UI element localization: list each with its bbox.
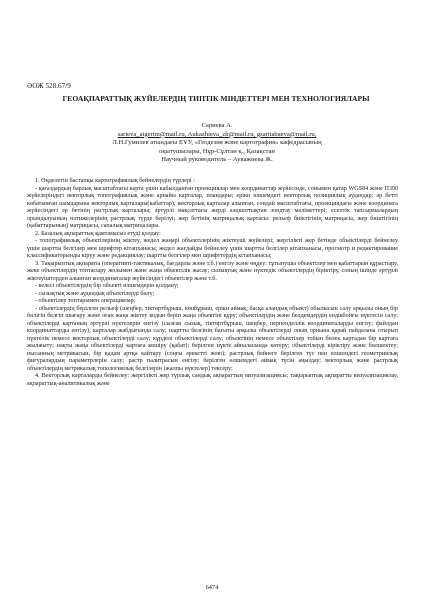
author-emails[interactable]: [44, 131, 390, 140]
paragraph: - топографиялық объектілерінің жіктеу, жедел жаңарі объектілерінің жіктеуші жүйелері; жергілікті жер бетінде объектілерді бейнелеу үшін шартты белгілер мен шрифтер кітапханасы, жедел жағдайды бейнелеу үшін шартты белгілер кітапханасы, просмотр и редактирование классификаторынды кіруу және редакциялау; шартты белгілер мен шрифттердің кітапханасы;: [27, 238, 398, 260]
degree-location: оқытушылары, Нұр-Сұлтан қ., Қазақстан: [159, 147, 275, 155]
paragraph: - объектілердің берілген рельеф (шеңбер, тіктөртбұрыш, көпбұрыш, ерікн аймақ, басқа аландық объект) обылысын салу арқылы оның бір бөлігін белгіп шығару және оған жаңа жіктеу кодын беріп жаңа объектіні құру; объектілердің және белдемдердің ендікбойғы нүктесін салу; объектілерді картаның әртүрлі нүктелерін енгізу (сызған сызық, тіктөртбұрыш, шеңбер, перпенделлік координаталарды енгізу; файлдан координаттарды енгізу), карталар жабдығында салу; шартты белгінің бағыты арқылы объектілерді оның орнына қарай пайдалана отырып нүктелік немесе векторлық объектілерді салу; кұрделі объектілерді салу; объектінің немесе объектілер тобын бөлек картадан бір картаға жылжыту; нақты жаңа объектілерді картаға көшіру (қабат); берілген нүкте айналасында көтеру; объектілерді кіріктіру және бөлшектеу; нысанның метрикасын, бір қадам артқа кайтару (соңғы әрекетті жою); растрлық бейнеге берілген түс пен өлшемдегі геометриялық фигуралардың параметрлерін салу; растр палитрасын енгізу; берілген өлшемдегі аймақ түсін аңыздау; векторлық және растрлық объектілердің метрикалық топологиялық белгілерін (жалпы нүктелер) тексеру;: [27, 305, 398, 372]
affiliation: Л.Н.Гумилев атындағы ЕҰУ, «Геодезия және картография» кафедрасының: [112, 139, 322, 147]
email-links[interactable]: sarieva_aigerim@mail.ru, Aukazhieva_zh@mail.ru, gsaritabaeva@mail.ru,: [117, 130, 317, 138]
author-block: [44, 122, 390, 165]
paper-title: ГЕОАҚПАРАТТЫҚ ЖҮЙЕЛЕРДІҢ ТИПТІК МІНДЕТТЕРІ МЕН ТЕХНОЛОГИЯЛАРЫ: [62, 94, 370, 103]
paragraph: 2. Базалық ақпараттық қамтамасыз етуді қолдау:: [35, 230, 161, 237]
udc-code: ӘОЖ 528.67/9: [27, 82, 71, 90]
paragraph: - қағаздардың барлық масштабтағы карта үшін кабылданған проекциялар мен координаттар жүйесінде, сонымен қатар WGS84 және П390 жүйелеріндегі векторлық топографиялық және арнайы карталар, пландары; ерікн өлшемдегі векторлық позициялық аудандар; әр бетті көбатынған шамдарына векторлық карталары(кабаттар); векторлық карталар алынған, сондай масштабтағы, проекциядағы және координата жүйесіндегі әр бетінің растрлық карталары; әртүрлі мақсаттағы жерді аэцшаттықтан зондтау мәліметтері; есептік тапсырмалардың орындалуының нәтижелерінің растрлық түрде берілуі; жер бетінің матрицалық картасы: рельеф биіктігінің матрицасы, жер биіктігінің (қабаттарының) матрицасы, сапалық матрицалары.: [27, 185, 398, 230]
author-name: Сариева А.: [201, 122, 233, 129]
paragraph: 4. Векторлық карталарды бейнелеу: жергілікті жер түрлық сандық ақпараттың визуализациясы; тақырыптық ақпаратты визуализациялау, ақпараттық-аналитикалық және: [27, 373, 398, 387]
paragraph: - объектілер топтарымен операциялар;: [35, 298, 136, 305]
scientific-advisor: Научный руководитель – Аукажиева Ж.: [161, 156, 273, 164]
paragraph: - келесі объектілердің бір объекті өлшемдерін қолдану;: [35, 283, 179, 290]
page-number: 6474: [205, 584, 219, 591]
paragraph: 1. Өңделетін бастапқы картографиялық бейнелердің түрлері :: [35, 178, 195, 184]
paragraph: - сызықтық және аудандық объектілерді бөлу;: [35, 290, 155, 297]
body-text: [27, 178, 398, 388]
paragraph: 3. Тақырыптық ақпараты (оперативті-тактикалық, бағдарлы және т.б.) енгізу және өңдеу: тұтынушы объектілер мен қабаттарын құрастыру, жеке объектілердің топтасыру жолымен және жаңа объектілік жасау; сызықтық және нүктедік объектілердің біріктіру, соның ішінде әртүрлі жіктеуіштерден алынған координаталар жүйесіндегі объектілер және т.б.: [27, 260, 398, 282]
